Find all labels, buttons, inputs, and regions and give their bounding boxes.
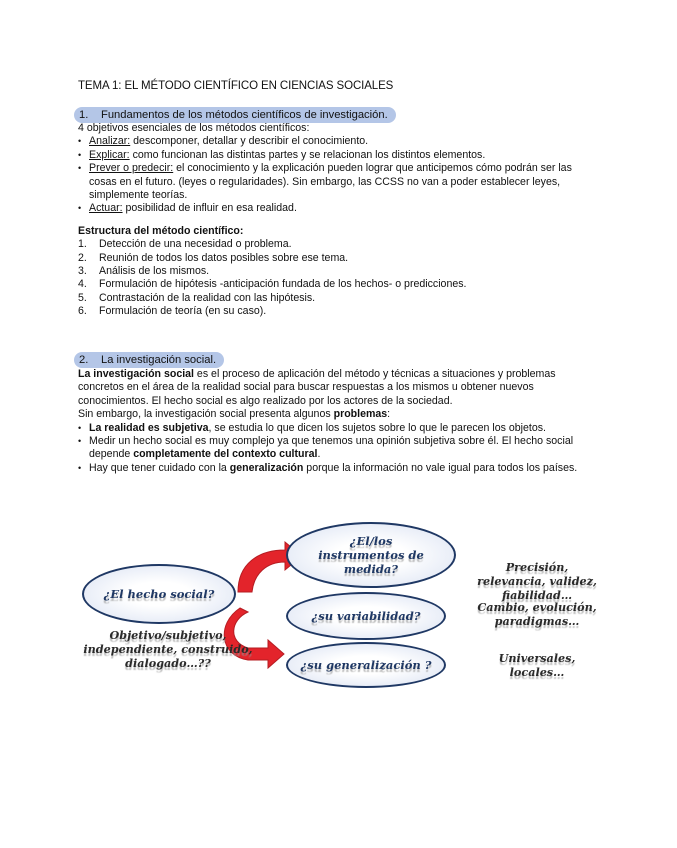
objective-text: el conocimiento y la explicación pueden lograr que anticipemos cómo podrán ser las cosas en el futuro. (leyes o regularidades). Sin embargo, las CCSS no van a poder establecer leyes, simplemente teorías. <box>89 162 572 202</box>
section-2-number: 2. <box>79 354 89 366</box>
problem-post: , se estudia lo que dicen los sujetos sobre lo que le parecen los objetos. <box>208 421 546 434</box>
problem-pre: Hay que tener cuidado con la <box>89 461 230 474</box>
objective-item <box>78 162 598 202</box>
investigation-paragraph <box>78 368 598 408</box>
step-text: Reunión de todos los datos posibles sobre ese tema. <box>99 251 349 264</box>
problems-pre: Sin embargo, la investigación social presenta algunos <box>78 408 334 421</box>
section-1-body <box>78 122 598 319</box>
step-number: 2. <box>78 251 87 264</box>
section-1-heading-text: Fundamentos de los métodos científicos de investigación. <box>101 109 388 121</box>
ellipse-generalizacion <box>286 642 446 688</box>
investigation-term: La investigación social <box>78 368 194 380</box>
section-1-heading <box>74 107 396 123</box>
step-item <box>78 292 598 305</box>
step-item <box>78 278 598 291</box>
problem-item <box>78 422 598 435</box>
ellipse-hecho-social <box>82 564 236 624</box>
page-title: TEMA 1: EL MÉTODO CIENTÍFICO EN CIENCIAS SOCIALES <box>78 80 394 92</box>
structure-title: Estructura del método científico: <box>78 224 244 237</box>
problem-post: . <box>317 448 321 461</box>
objective-item <box>78 135 598 148</box>
problems-post: : <box>387 408 391 421</box>
problem-pre: Medir un hecho social es muy complejo ya que tenemos una opinión subjetiva sobre él. El hecho social depende <box>89 435 574 461</box>
section-1-number: 1. <box>79 109 89 121</box>
investigation-definition: es el proceso de aplicación del método y técnicas a situaciones y problemas concretos en el área de la realidad social para buscar respuestas a los mismos u obtener nuevos conocimientos. El hecho social es algo realizado por los actores de la sociedad. <box>78 368 556 407</box>
note-precision: Precisión, relevancia, validez, fiabilidad… <box>477 560 597 602</box>
objective-text: posibilidad de influir en esa realidad. <box>122 202 297 215</box>
objective-term: Explicar: <box>89 148 130 161</box>
concept-diagram <box>80 520 620 700</box>
objective-term: Actuar: <box>89 202 123 215</box>
ellipse-variabilidad-label: ¿su variabilidad? <box>311 609 421 623</box>
section-2-body <box>78 368 598 475</box>
step-number: 3. <box>78 265 87 278</box>
step-number: 1. <box>78 238 87 251</box>
objective-item <box>78 149 598 162</box>
step-item <box>78 265 598 278</box>
step-item <box>78 252 598 265</box>
step-text: Contrastación de la realidad con las hipótesis. <box>99 291 316 304</box>
ellipse-instrumentos <box>286 522 456 588</box>
objective-term: Analizar: <box>89 135 131 148</box>
objective-item <box>78 202 598 215</box>
section-2-heading-text: La investigación social. <box>101 354 217 366</box>
step-item <box>78 238 598 251</box>
note-objetivo-subjetivo: Objetivo/subjetivo, independiente, construido, dialogado…?? <box>83 628 253 670</box>
ellipse-variabilidad <box>286 592 446 640</box>
objective-text: descomponer, detallar y describir el conocimiento. <box>130 135 369 148</box>
step-text: Formulación de teoría (en su caso). <box>99 305 267 318</box>
step-item <box>78 305 598 318</box>
objective-text: como funcionan las distintas partes y se relacionan los distintos elementos. <box>129 148 486 161</box>
problem-item <box>78 462 598 475</box>
step-number: 5. <box>78 291 87 304</box>
problem-bold: generalización <box>229 461 304 474</box>
problem-bold: La realidad es subjetiva <box>89 421 209 434</box>
problem-bold: completamente del contexto cultural <box>133 448 318 461</box>
problem-item <box>78 435 598 462</box>
ellipse-hecho-social-label: ¿El hecho social? <box>103 587 215 601</box>
note-cambio: Cambio, evolución, paradigmas… <box>477 600 597 628</box>
objective-term: Prever o predecir: <box>89 162 174 175</box>
step-text: Análisis de los mismos. <box>99 265 210 278</box>
section-2-heading <box>74 352 224 368</box>
problems-bold: problemas <box>333 408 388 421</box>
step-number: 4. <box>78 278 87 291</box>
problems-intro <box>78 408 598 421</box>
problem-post: porque la información no vale igual para todos los países. <box>303 461 578 474</box>
ellipse-instrumentos-label: ¿El/los instrumentos de medida? <box>318 534 424 576</box>
objectives-intro: 4 objetivos esenciales de los métodos científicos: <box>78 122 310 134</box>
step-text: Detección de una necesidad o problema. <box>99 238 292 251</box>
step-text: Formulación de hipótesis -anticipación fundada de los hechos- o predicciones. <box>99 278 467 291</box>
step-number: 6. <box>78 305 87 318</box>
note-universales: Universales, locales… <box>498 651 576 679</box>
ellipse-generalizacion-label: ¿su generalización ? <box>300 658 432 672</box>
